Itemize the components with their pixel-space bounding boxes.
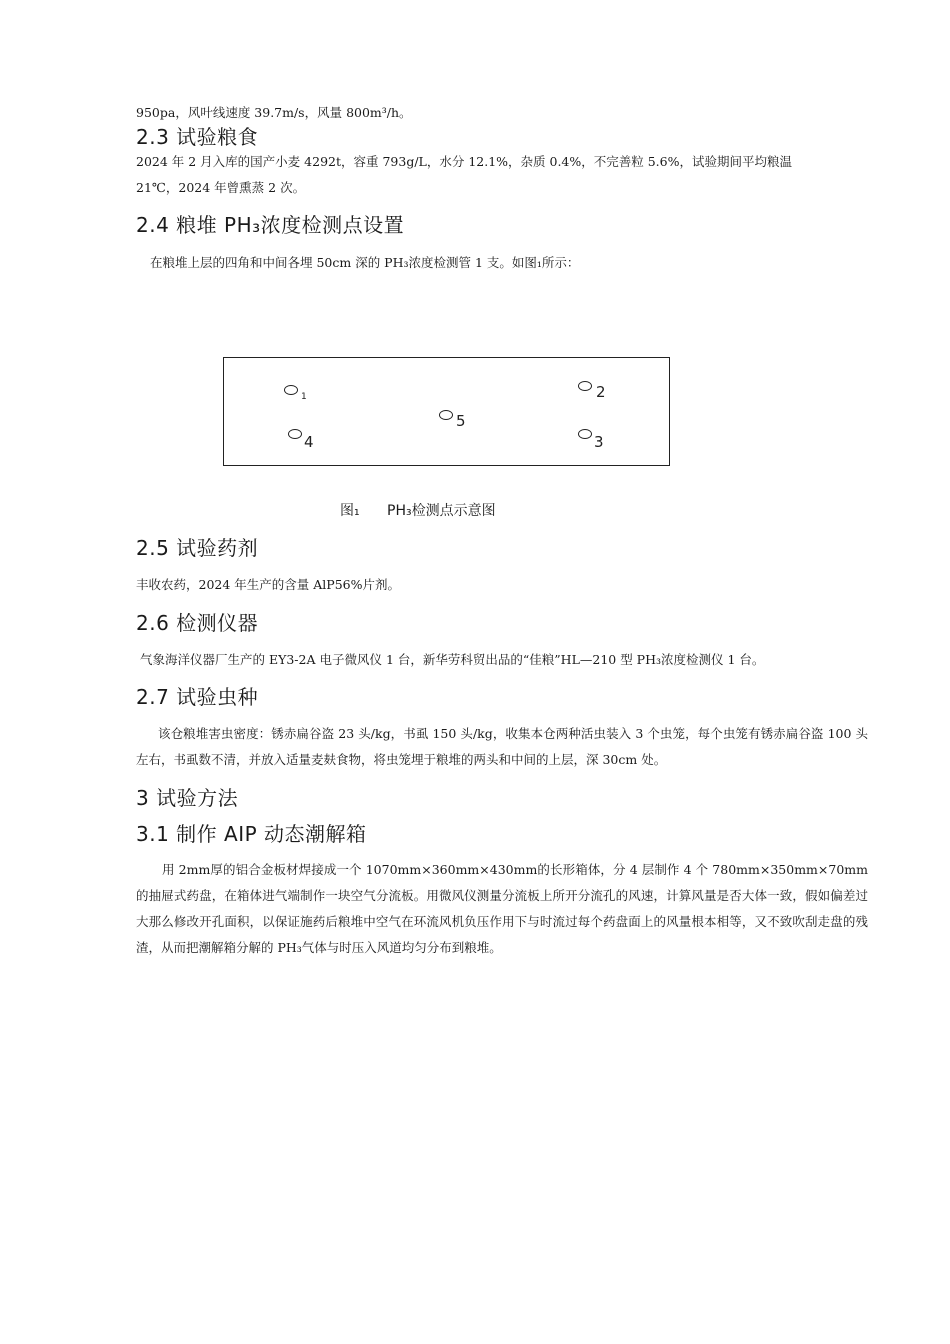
text-grain-line1: 2024 年 2 月入库的国产小麦 4292t，容重 793g/L，水分 12.1%，杂质 0.4%，不完善粒 5.6%，试验期间平均粮温 (136, 154, 792, 169)
point-label-2: 2 (596, 383, 606, 401)
heading-2-4: 2.4 粮堆 PH₃浓度检测点设置 (136, 213, 405, 237)
detection-point-2 (578, 381, 592, 391)
point-label-1: 1 (301, 392, 307, 402)
text-pesticide: 丰收农药，2024 年生产的含量 AlP56%片剂。 (136, 577, 400, 592)
detection-point-5 (439, 410, 453, 420)
detection-point-3 (578, 429, 592, 439)
heading-2-7: 2.7 试验虫种 (136, 685, 259, 709)
text-line-airflow: 950pa，风叶线速度 39.7m/s，风量 800m³/h。 (136, 105, 412, 120)
paragraph-deliquescence-box: 用 2mm厚的铝合金板材焊接成一个 1070mm×360mm×430mm的长形箱体，分 4 层制作 4 个 780mm×350mm×70mm的抽屉式药盘，在箱体进气端制作一块空气分流板。用微风仪测量分流板上所开分流孔的风速，计算风量是否大体一致，假如偏差过大那么修改开孔面积，以保证施药后粮堆中空气在环流风机负压作用下与时流过每个药盘面上的风量根本相等，又不致吹刮走盘的残渣，从而把潮解箱分解的 PH₃气体与时压入风道均匀分布到粮堆。 (136, 862, 868, 955)
text-ph3-points: 在粮堆上层的四角和中间各埋 50cm 深的 PH₃浓度检测管 1 支。如图₁所示： (150, 255, 580, 270)
paragraph-insects: 该仓粮堆害虫密度：锈赤扁谷盗 23 头/kg，书虱 150 头/kg，收集本仓两种活虫装入 3 个虫笼，每个虫笼有锈赤扁谷盗 100 头左右，书虱数不清，并放入适量麦麸食物，将虫笼埋于粮堆的两头和中间的上层，深 30cm 处。 (136, 726, 868, 767)
heading-3-1: 3.1 制作 AIP 动态潮解箱 (136, 822, 367, 846)
heading-2-3: 2.3 试验粮食 (136, 125, 259, 149)
text-grain-line2: 21℃，2024 年曾熏蒸 2 次。 (136, 180, 306, 195)
point-label-3: 3 (594, 433, 604, 451)
point-label-4: 4 (304, 433, 314, 451)
detection-point-diagram (223, 357, 670, 466)
detection-point-4 (288, 429, 302, 439)
text-instruments: 气象海洋仪器厂生产的 EY3-2A 电子微风仪 1 台，新华劳科贸出品的“佳粮”HL—210 型 PH₃浓度检测仪 1 台。 (140, 652, 765, 667)
heading-2-6: 2.6 检测仪器 (136, 611, 259, 635)
point-label-5: 5 (456, 412, 466, 430)
detection-point-1 (284, 385, 298, 395)
heading-2-5: 2.5 试验药剂 (136, 536, 259, 560)
figure-caption-text: PH₃检测点示意图 (387, 503, 496, 519)
figure-caption-number: 图₁ (340, 503, 360, 519)
heading-3: 3 试验方法 (136, 786, 239, 810)
